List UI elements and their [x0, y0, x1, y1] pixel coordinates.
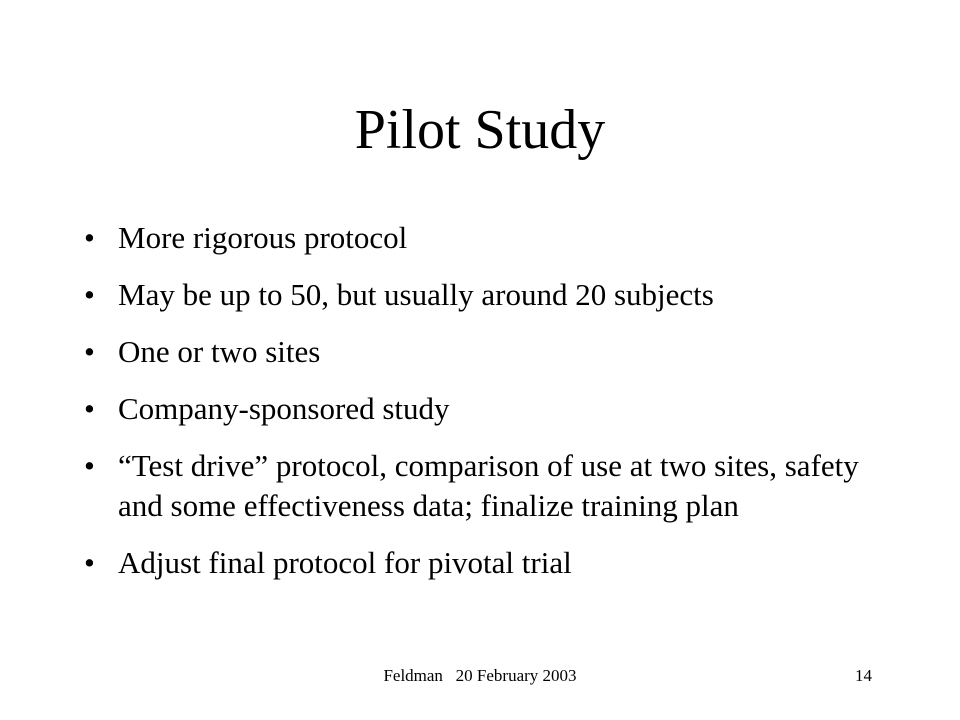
bullet-icon: • [84, 277, 95, 312]
bullet-item [80, 389, 880, 429]
bullet-text: Company-sponsored study [118, 391, 450, 426]
footer-text: Feldman 20 February 2003 [383, 666, 577, 685]
bullet-item [80, 446, 880, 526]
bullet-text: One or two sites [118, 334, 321, 369]
bullet-text: Adjust final protocol for pivotal trial [118, 545, 572, 580]
bullet-icon: • [84, 334, 95, 369]
bullet-icon: • [84, 220, 95, 255]
bullet-item [80, 332, 880, 372]
bullet-icon: • [84, 448, 95, 483]
bullet-icon: • [84, 391, 95, 426]
bullet-item [80, 218, 880, 258]
bullet-text: More rigorous protocol [118, 220, 408, 255]
bullet-item [80, 275, 880, 315]
bullet-item [80, 543, 880, 583]
bullet-icon: • [84, 545, 95, 580]
bullet-list [80, 218, 880, 600]
bullet-text: “Test drive” protocol, comparison of use at two sites, safety and some effectiveness data; finalize training plan [118, 448, 859, 523]
bullet-text: May be up to 50, but usually around 20 subjects [118, 277, 714, 312]
page-number: 14 [855, 666, 872, 685]
slide-title: Pilot Study [354, 99, 606, 161]
